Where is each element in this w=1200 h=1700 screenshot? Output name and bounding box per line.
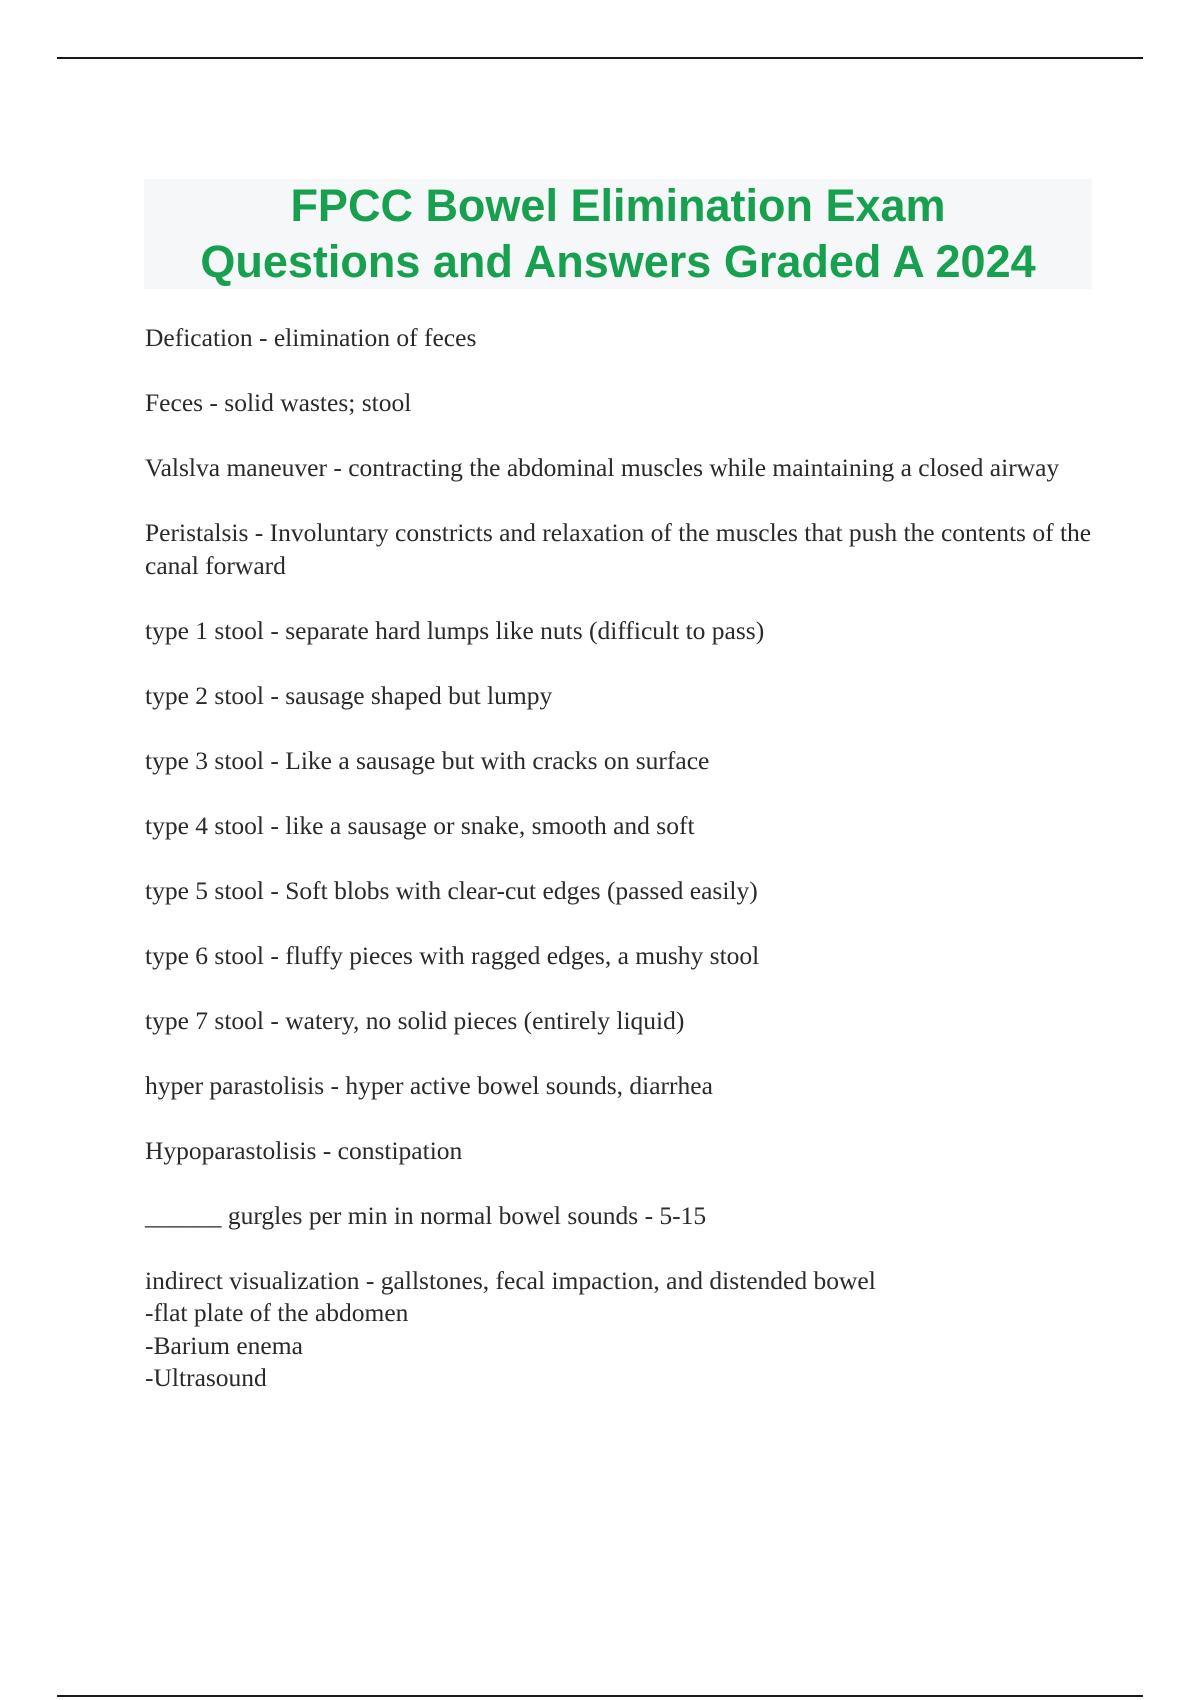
qa-entry-type-2-stool: type 2 stool - sausage shaped but lumpy <box>145 680 553 710</box>
qa-entry-type-1-stool: type 1 stool - separate hard lumps like nuts (difficult to pass) <box>145 615 765 645</box>
qa-entry-hyper-parastolisis: hyper parastolisis - hyper active bowel sounds, diarrhea <box>145 1070 713 1100</box>
qa-entry-type-6-stool: type 6 stool - fluffy pieces with ragged edges, a mushy stool <box>145 940 760 970</box>
header-rule <box>57 57 1143 59</box>
qa-entry-indirect-visualization: indirect visualization - gallstones, fecal impaction, and distended bowel -flat plate of the abdomen -Barium enema -Ultrasound <box>145 1265 876 1392</box>
qa-entry-type-3-stool: type 3 stool - Like a sausage but with cracks on surface <box>145 745 710 775</box>
qa-entry-type-4-stool: type 4 stool - like a sausage or snake, smooth and soft <box>145 810 695 840</box>
qa-entry-feces: Feces - solid wastes; stool <box>145 388 412 417</box>
qa-entry-type-5-stool: type 5 stool - Soft blobs with clear-cut edges (passed easily) <box>145 875 758 905</box>
qa-entry-valsalva: Valslva maneuver - contracting the abdominal muscles while maintaining a closed airway <box>145 453 1060 482</box>
qa-entry-peristalsis: Peristalsis - Involuntary constricts and relaxation of the muscles that push the contents of the canal forward <box>145 518 1092 580</box>
qa-entry-defication: Defication - elimination of feces <box>145 323 477 352</box>
qa-entry-type-7-stool: type 7 stool - watery, no solid pieces (entirely liquid) <box>145 1005 685 1035</box>
title-line-1: FPCC Bowel Elimination Exam <box>290 180 946 231</box>
qa-entry-bowel-sounds: ______ gurgles per min in normal bowel sounds - 5-15 <box>145 1200 707 1230</box>
qa-entry-hypoparastolisis: Hypoparastolisis - constipation <box>145 1135 463 1165</box>
footer-rule <box>57 1695 1143 1697</box>
title-line-2: Questions and Answers Graded A 2024 <box>200 236 1036 287</box>
title-banner <box>144 179 1092 289</box>
page-title <box>200 178 1035 290</box>
qa-list <box>145 322 1095 1427</box>
